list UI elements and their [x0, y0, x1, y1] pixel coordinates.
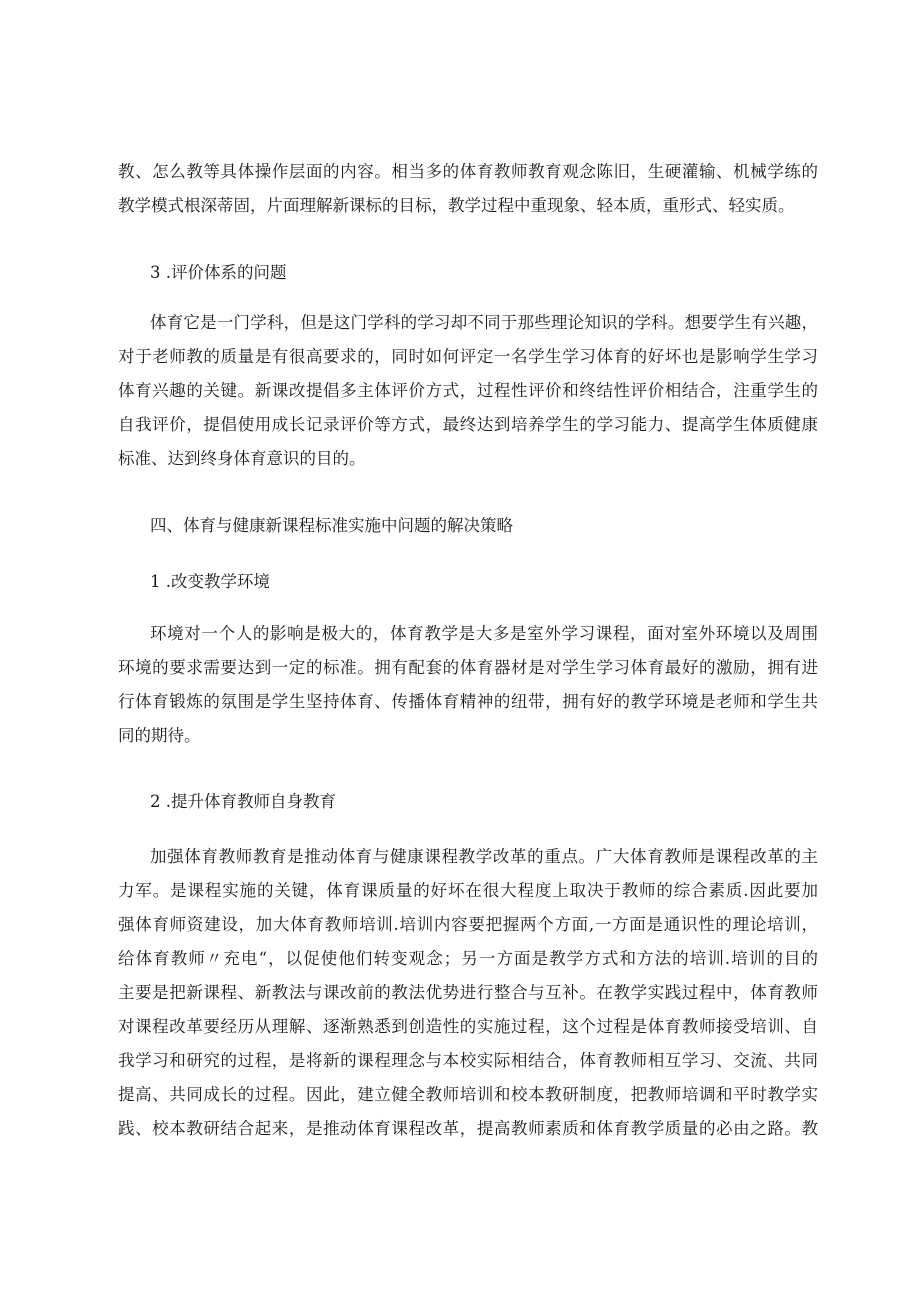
text-line: 我学习和研究的过程，是将新的课程理念与本校实际相结合，体育教师相互学习、交流、共同 — [118, 1051, 818, 1070]
text-line: 教、怎么教等具体操作层面的内容。相当多的体育教师教育观念陈旧，生硬灌输、机械学练的 — [118, 162, 818, 181]
text-line: 力军。是课程实施的关键，体育课质量的好坏在很大程度上取决于教师的综合素质.因此要加 — [118, 881, 818, 900]
paragraph-environment — [118, 617, 818, 753]
text-line: 自我评价，提倡使用成长记录评价等方式，最终达到培养学生的学习能力、提高学生体质健康 — [118, 415, 818, 434]
text-line: 对课程改革要经历从理解、逐渐熟悉到创造性的实施过程，这个过程是体育教师接受培训、自 — [118, 1017, 818, 1036]
heading-teacher-education: 2 .提升体育教师自身教育 — [150, 792, 336, 811]
heading-evaluation-system: 3 .评价体系的问题 — [150, 263, 287, 282]
text-line: 行体育锻炼的氛围是学生坚持体育、传播体育精神的纽带，拥有好的教学环境是老师和学生共 — [118, 692, 818, 711]
heading-teaching-environment: 1 .改变教学环境 — [150, 572, 270, 591]
text-line: 体育它是一门学科，但是这门学科的学习却不同于那些理论知识的学科。想要学生有兴趣， — [150, 313, 818, 332]
text-line: 环境的要求需要达到一定的标准。拥有配套的体育器材是对学生学习体育最好的激励，拥有进 — [118, 658, 818, 677]
text-line: 对于老师教的质量是有很高要求的，同时如何评定一名学生学习体育的好坏也是影响学生学习 — [118, 347, 818, 366]
text-line: 提高、共同成长的过程。因此，建立健全教师培训和校本教研制度，把教师培调和平时教学实 — [118, 1085, 818, 1104]
paragraph-evaluation — [118, 306, 818, 476]
section-heading-strategies: 四、体育与健康新课程标准实施中问题的解决策略 — [150, 516, 513, 535]
text-line: 给体育教师〃充电“，以促使他们转变观念；另一方面是教学方式和方法的培训.培训的目的 — [118, 949, 818, 968]
text-line: 主要是把新课程、新教法与课改前的教法优势进行整合与互补。在教学实践过程中，体育教师 — [118, 983, 818, 1002]
text-line: 环境对一个人的影响是极大的，体育教学是大多是室外学习课程，面对室外环境以及周围 — [150, 624, 818, 643]
paragraph-teaching-methods — [118, 155, 818, 223]
paragraph-teacher-education — [118, 840, 818, 1146]
text-line: 体育兴趣的关键。新课改提倡多主体评价方式，过程性评价和终结性评价相结合，注重学生的 — [118, 381, 818, 400]
text-line: 标准、达到终身体育意识的目的。 — [118, 449, 366, 468]
text-line: 践、校本教研结合起来，是推动体育课程改革，提高教师素质和体育教学质量的必由之路。教 — [118, 1119, 818, 1138]
text-line: 加强体育教师教育是推动体育与健康课程教学改革的重点。广大体育教师是课程改革的主 — [150, 847, 818, 866]
text-line: 强体育师资建设，加大体育教师培训.培训内容要把握两个方面,一方面是通识性的理论培训， — [118, 915, 818, 934]
text-line: 同的期待。 — [118, 726, 201, 745]
text-line: 教学模式根深蒂固，片面理解新课标的目标，教学过程中重现象、轻本质，重形式、轻实质。 — [118, 196, 795, 215]
